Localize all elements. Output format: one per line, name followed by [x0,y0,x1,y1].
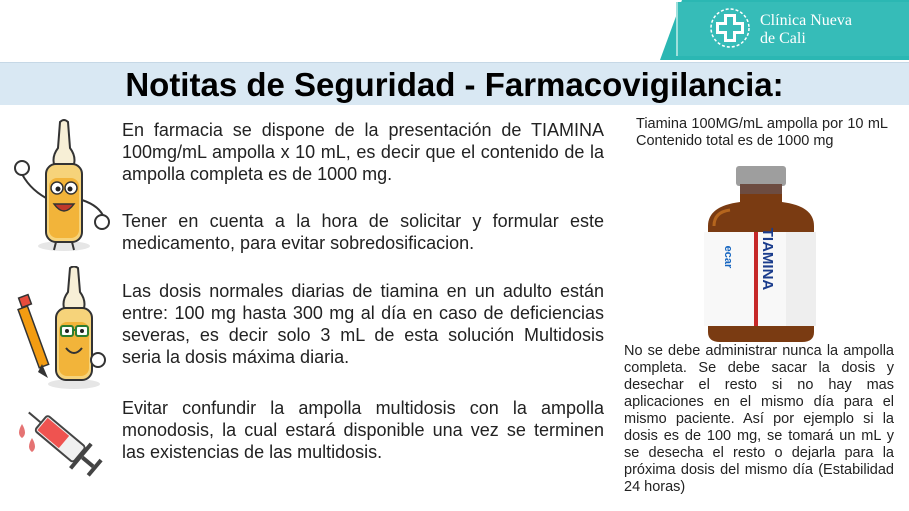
paragraph-doses: Las dosis normales diarias de tiamina en un adulto están entre: 100 mg hasta 300 mg al día en caso de deficiencias severas, es decir solo 3 mL de esta solución Multidosis seria la dosis máxima diaria. [122,281,604,367]
medical-cross-icon [710,8,750,48]
clinic-name-line2: de Cali [760,30,806,47]
paragraph-avoid-confusion: Evitar confundir la ampolla multidosis con la ampolla monodosis, la cual estará disponible una vez se terminen las existencias de las multidosis. [122,398,604,462]
vial-caption: Tiamina 100MG/mL ampolla por 10 mL Contenido total es de 1000 mg [636,116,888,149]
ampoule-pencil-icon [14,266,110,390]
clinic-name [760,12,852,48]
paragraph-caution: Tener en cuenta a la hora de solicitar y formular este medicamento, para evitar sobredosificacion. [122,211,604,253]
vial-label-text: TIAMINA [759,227,776,291]
administration-note: No se debe administrar nunca la ampolla completa. Se debe sacar la dosis y desechar el resto si no hay mas aplicaciones en el mismo día para el mismo paciente. Así por ejemplo si la dosis es de 100 mg, se tomará un mL y se desecha el resto o dejarla para la próxima dosis del mismo día (Estabilidad 24 horas) [624,343,894,495]
clinic-name-line1: Clínica Nueva [760,12,852,29]
vial-brand-text: ecar [722,245,734,269]
page-title: Notitas de Seguridad - Farmacovigilancia: [125,66,784,103]
ampoule-waving-icon [14,118,110,254]
syringe-icon [14,396,110,488]
paragraph-presentation: En farmacia se dispone de la presentación de TIAMINA 100mg/mL ampolla x 10 mL, es decir que el contenido de la ampolla completa es de 1000 mg. [122,120,604,184]
